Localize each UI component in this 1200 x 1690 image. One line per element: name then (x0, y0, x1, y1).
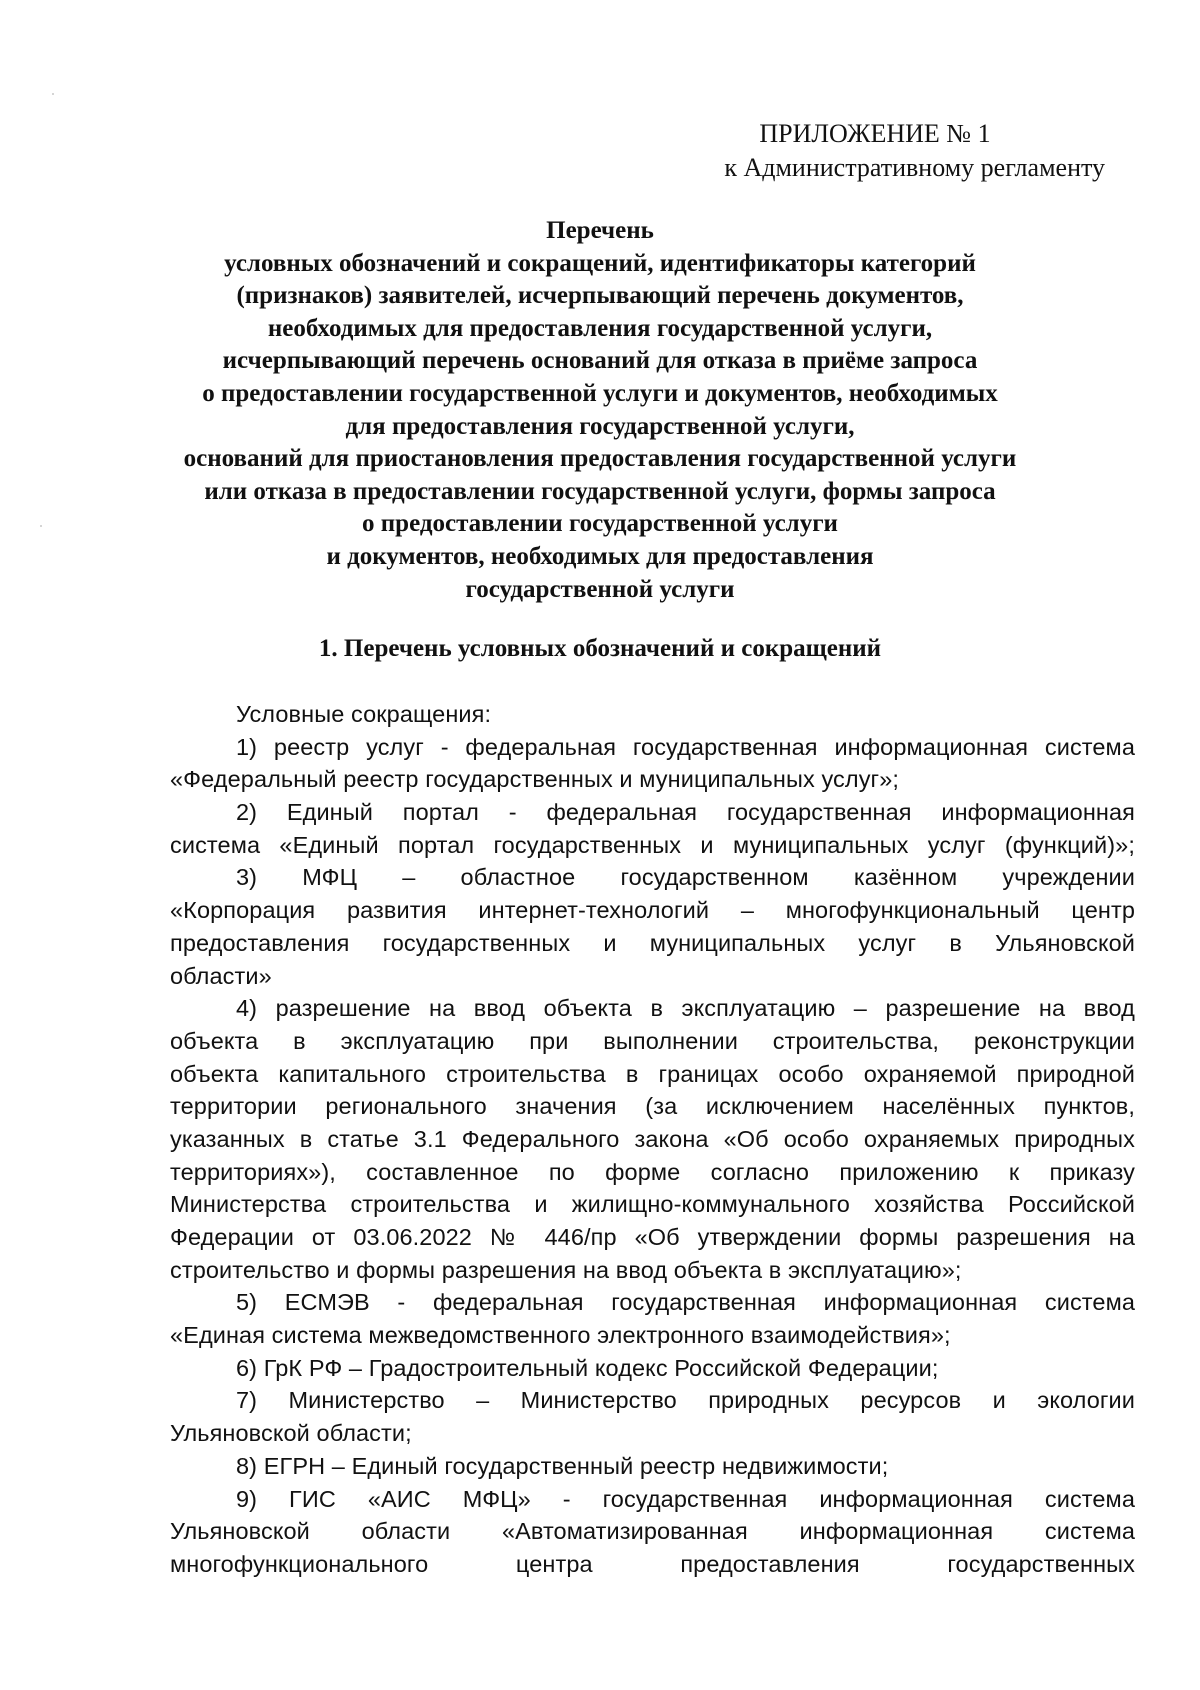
body-line: территории регионального значения (за исключением населённых пунктов, (170, 1093, 1135, 1120)
body-line: Федерации от 03.06.2022 № 446/пр «Об утверждении формы разрешения на (170, 1224, 1135, 1250)
title-line: о предоставлении государственной услуги и документов, необходимых (202, 379, 998, 407)
body-line: «Единая система межведомственного электронного взаимодействия»; (170, 1322, 951, 1349)
body-line: Ульяновской области «Автоматизированная информационная система (170, 1518, 1135, 1545)
body-line: 5) ЕСМЭВ - федеральная государственная информационная система (236, 1289, 1135, 1316)
body-line: многофункционального центра предоставления государственных (170, 1550, 1135, 1577)
title-line: оснований для приостановления предоставления государственной услуги (183, 445, 1017, 473)
document-title (140, 215, 1060, 606)
body-line: 6) ГрК РФ – Градостроительный кодекс Российской Федерации; (236, 1354, 939, 1381)
title-line: необходимых для предоставления государственной услуги, (267, 314, 933, 342)
body-line: Ульяновской области; (170, 1420, 412, 1447)
body-line-intro: Условные сокращения: (236, 701, 492, 727)
appendix-number: ПРИЛОЖЕНИЕ № 1 (759, 119, 991, 148)
title-line: и документов, необходимых для предоставления (326, 542, 874, 570)
body-line: 8) ЕГРН – Единый государственный реестр недвижимости; (236, 1452, 889, 1479)
body-line: области» (170, 962, 272, 989)
title-line: Перечень (546, 217, 654, 244)
title-line: для предоставления государственной услуги, (345, 412, 855, 440)
body-text (170, 698, 1135, 1581)
body-line: 3) МФЦ – областное государственном казённом учреждении (236, 864, 1135, 891)
scan-speck (40, 525, 42, 527)
body-line: 4) разрешение на ввод объекта в эксплуатацию – разрешение на ввод (236, 995, 1135, 1022)
appendix-reference: к Административному регламенту (724, 153, 1105, 182)
title-line: о предоставлении государственной услуги (362, 510, 838, 538)
body-line: 1) реестр услуг - федеральная государственная информационная система (236, 733, 1135, 760)
title-line: условных обозначений и сокращений, идентификаторы категорий (224, 249, 976, 277)
body-line: территориях»), составленное по форме согласно приложению к приказу (170, 1158, 1135, 1185)
body-line: предоставления государственных и муниципальных услуг в Ульяновской (170, 929, 1135, 956)
body-line: указанных в статье 3.1 Федерального закона «Об особо охраняемых природных (170, 1125, 1135, 1152)
body-line: строительство и формы разрешения на ввод объекта в эксплуатацию»; (170, 1256, 962, 1283)
body-line: система «Единый портал государственных и муниципальных услуг (функций)»; (170, 831, 1135, 858)
body-line: «Корпорация развития интернет-технологий – многофункциональный центр (170, 897, 1135, 924)
section-heading: 1. Перечень условных обозначений и сокращений (318, 635, 882, 662)
body-line: 9) ГИС «АИС МФЦ» - государственная информационная система (236, 1485, 1135, 1512)
title-line: (признаков) заявителей, исчерпывающий перечень документов, (236, 282, 964, 310)
body-line: 7) Министерство – Министерство природных ресурсов и экологии (236, 1387, 1135, 1414)
title-line: или отказа в предоставлении государственной услуги, формы запроса (204, 477, 996, 505)
body-line: 2) Единый портал - федеральная государственная информационная (236, 799, 1135, 826)
body-line: объекта капитального строительства в границах особо охраняемой природной (170, 1060, 1135, 1087)
title-line: исчерпывающий перечень оснований для отказа в приёме запроса (222, 347, 978, 375)
scan-speck (52, 93, 54, 95)
body-line: «Федеральный реестр государственных и муниципальных услуг»; (170, 766, 900, 793)
body-line: объекта в эксплуатацию при выполнении строительства, реконструкции (170, 1027, 1135, 1054)
body-line: Министерства строительства и жилищно-коммунального хозяйства Российской (170, 1191, 1135, 1218)
title-line: государственной услуги (465, 575, 735, 603)
